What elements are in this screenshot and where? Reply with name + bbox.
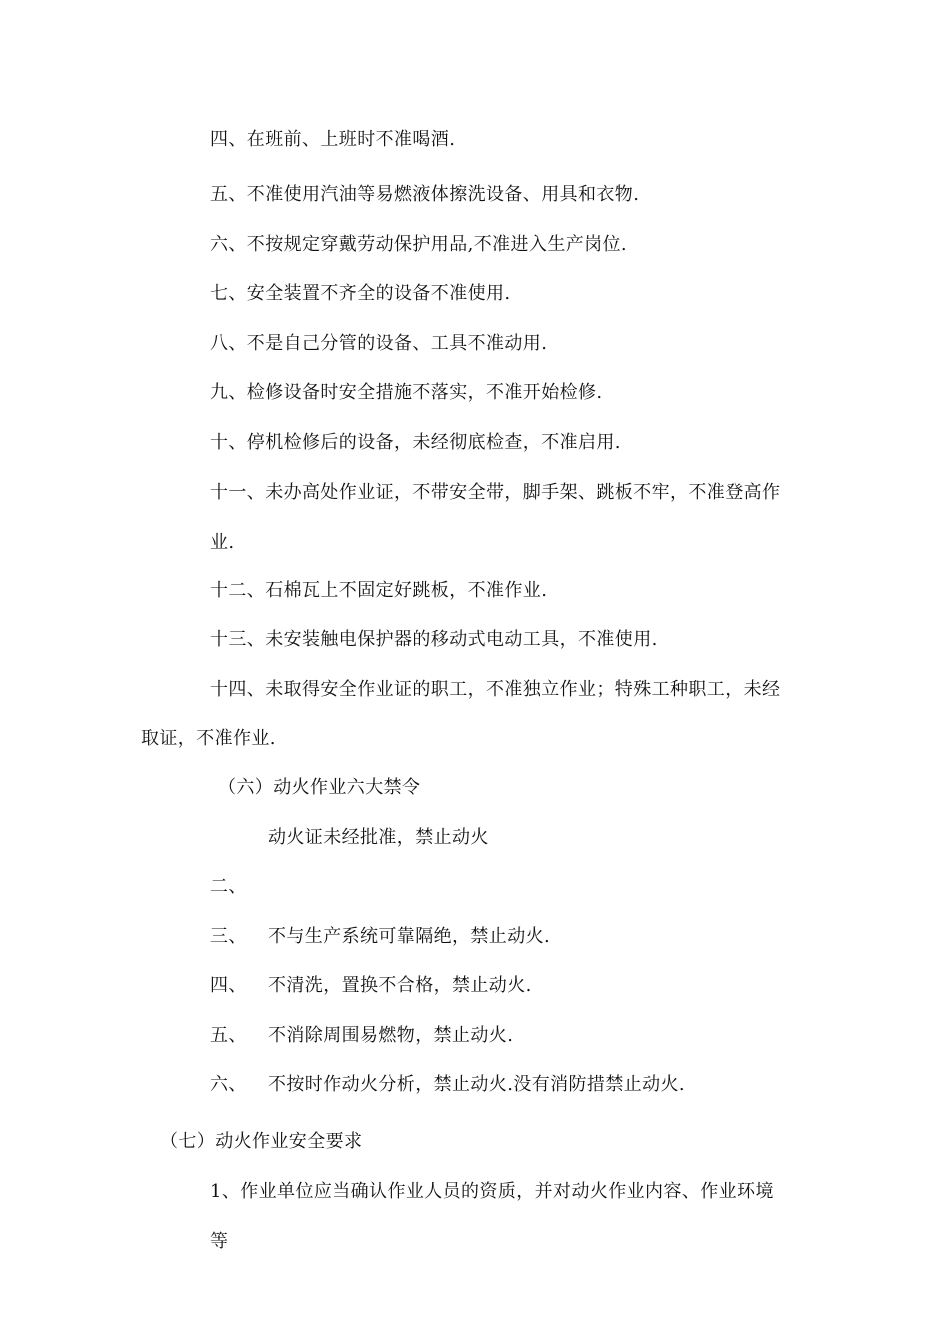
section7-para1-line1: 1、作业单位应当确认作业人员的资质，并对动火作业内容、作业环境 [210,1181,774,1202]
item-number: 五、 [210,1025,247,1046]
section6-heading: （六）动火作业六大禁令 [218,777,421,798]
rule-10: 十、停机检修后的设备，未经彻底检查，不准启用. [210,432,621,453]
rule-6: 六、不按规定穿戴劳动保护用品,不准进入生产岗位. [210,234,628,255]
item-text: 不消除周围易燃物，禁止动火. [268,1025,514,1046]
section6-item2-number: 二、 [210,876,247,897]
section6-item1: 动火证未经批准，禁止动火 [268,827,489,848]
rule-12: 十二、石棉瓦上不固定好跳板，不准作业. [210,580,548,601]
section6-item5 [210,1024,513,1048]
item-text: 不与生产系统可靠隔绝，禁止动火. [268,926,551,947]
rule-9: 九、检修设备时安全措施不落实，不准开始检修. [210,382,603,403]
rule-11-line2: 业. [210,532,235,553]
section6-item4 [210,974,532,998]
item-number: 三、 [210,926,247,947]
rule-7: 七、安全装置不齐全的设备不准使用. [210,283,511,304]
item-number: 六、 [210,1074,247,1095]
rule-8: 八、不是自己分管的设备、工具不准动用. [210,333,548,354]
rule-14-line1: 十四、未取得安全作业证的职工，不准独立作业；特殊工种职工，未经 [210,679,781,700]
rule-13: 十三、未安装触电保护器的移动式电动工具，不准使用. [210,629,658,650]
rule-4: 四、在班前、上班时不准喝酒. [210,129,456,150]
rule-11-line1: 十一、未办高处作业证，不带安全带，脚手架、跳板不牢，不准登高作 [210,482,781,503]
section6-item6 [210,1073,685,1097]
rule-14-line2: 取证，不准作业. [141,728,276,749]
rule-5: 五、不准使用汽油等易燃液体擦洗设备、用具和衣物. [210,184,640,205]
section7-para1-line2: 等 [210,1231,229,1252]
item-text: 不清洗，置换不合格，禁止动火. [268,975,532,996]
section7-heading: （七）动火作业安全要求 [160,1131,363,1152]
item-text: 不按时作动火分析，禁止动火.没有消防措禁止动火. [268,1074,686,1095]
item-number: 四、 [210,975,247,996]
section6-item3 [210,925,550,949]
